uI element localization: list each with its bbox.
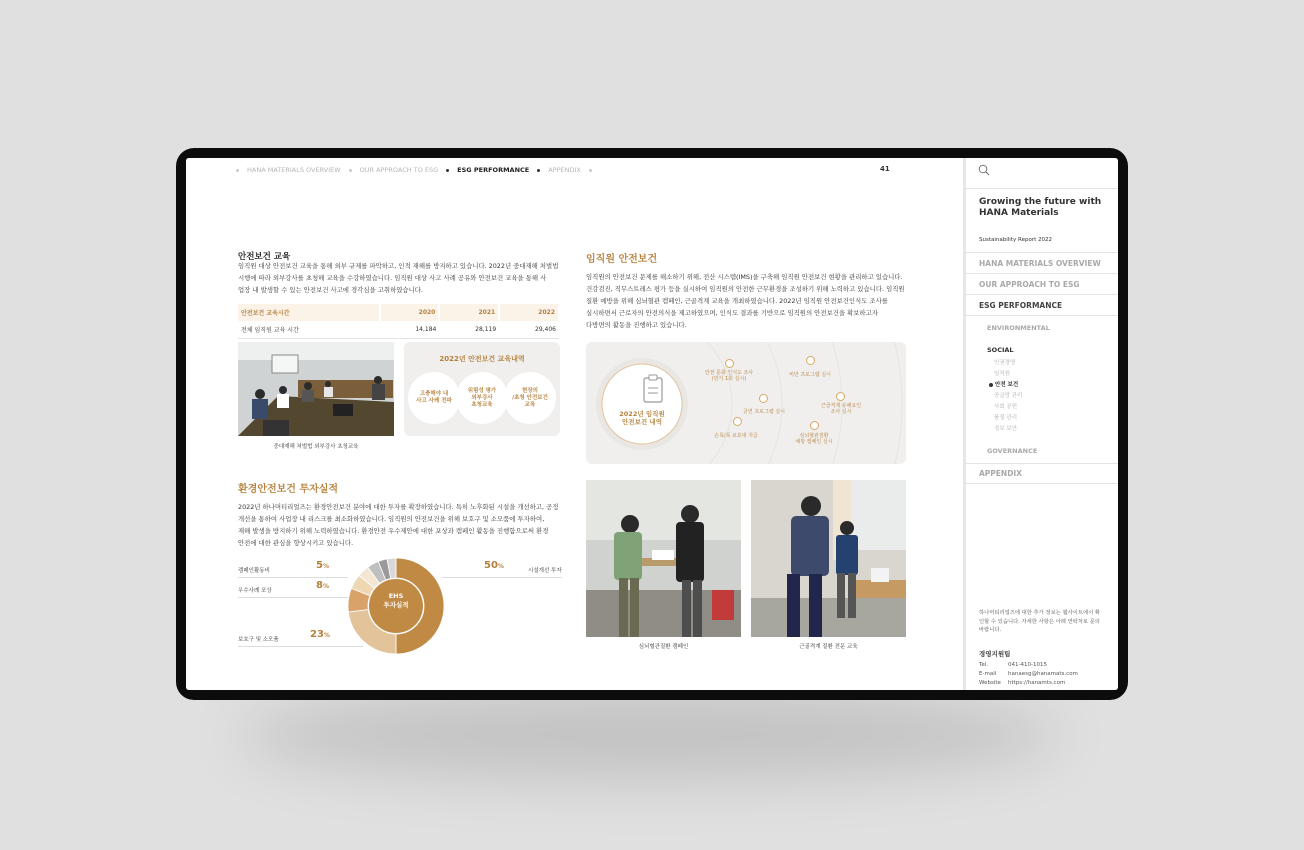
- edu-heading: 안전보건 교육: [238, 252, 291, 262]
- top-nav-overview[interactable]: HANA MATERIALS OVERVIEW: [247, 166, 341, 174]
- donut-center-label: EHS 투자실적: [383, 592, 409, 609]
- table-row: 전체 임직원 교육 시간 14,184 28,119 29,406: [238, 321, 559, 339]
- sidebar-sub-item-active[interactable]: 안전 보건: [989, 380, 1018, 388]
- sidebar-item-overview[interactable]: HANA MATERIALS OVERVIEW: [979, 259, 1101, 268]
- figure-item: 심뇌혈관질환 예방 캠페인 실시: [795, 433, 833, 445]
- sidebar-section-social[interactable]: SOCIAL: [987, 346, 1014, 354]
- sidebar-sub-item[interactable]: 인권경영: [994, 360, 1016, 366]
- figure-center-label: 2022년 임직원 안전보건 내역: [619, 410, 665, 426]
- sidebar-item-performance[interactable]: ESG PERFORMANCE: [979, 301, 1063, 310]
- stat-value-ppe: 23%: [310, 629, 330, 640]
- edu-item-circle: 위험성 평가 외부강사 초청교육: [456, 372, 508, 424]
- sidebar-sub-item[interactable]: 품질 관리: [994, 415, 1018, 421]
- sidebar-sub-item[interactable]: 사회 공헌: [994, 404, 1018, 410]
- edu-summary-box: [404, 342, 560, 436]
- edu-body: 임직원 대상 안전보건 교육을 통해 외부 규제를 파악하고, 인적 재해를 방지하고 있습니다. 2022년 중대재해 처벌법 시행에 따라 외부강사를 초청해 교육을 수강하였습니다. 임직원 대상 사고 사례 공유와 안전보건 교육을 통해 사 업장 내 발생할 수 있는 안전보건 사고에 경각심을 고취하였습니다.: [238, 262, 559, 294]
- contact-tel: Tel. 041-410-1015: [979, 662, 1047, 668]
- photo-campaign: [586, 480, 741, 637]
- figure-item: 손목/목 보호대 지급: [714, 433, 758, 439]
- ehs-donut-chart: [346, 556, 446, 656]
- top-nav-appendix[interactable]: APPENDIX: [548, 166, 581, 174]
- sidebar-title: Growing the future with HANA Materials: [979, 197, 1102, 218]
- health-heading: 임직원 안전보건: [586, 254, 658, 265]
- sidebar-item-approach[interactable]: OUR APPROACH TO ESG: [979, 280, 1080, 289]
- figure-item: 근골격계 유해요인 조사 실시: [820, 403, 862, 415]
- health-body: 임직원의 안전보건 문제를 해소하기 위해, 전산 시스템(IMS)을 구축해 임직원 안전보건 현황을 관리하고 있습니다. 건강검진, 직무스트레스 평가 등을 실시하여 임직원의 안전한 근무환경을 조성하기 위해 노력하고 있습니다. 임직원 질환 예방을 위해 심뇌혈관 캠페인, 근골격계 교육을 개최하였습니다. 2022년 임직원 안전보건인식도 조사를 실시하면서 근로자의 안전의식을 제고하였으며, 인식도 결과를 기반으로 임직원의 안전보건을 확보하고자 다방면의 활동을 진행하고 있습니다.: [586, 273, 905, 329]
- photo-caption-education: 근골격계 질환 전문 교육: [799, 644, 858, 650]
- tablet-device: [176, 148, 1128, 700]
- top-nav-approach[interactable]: OUR APPROACH TO ESG: [359, 166, 439, 174]
- contact-email[interactable]: E-mail hanaesg@hanamats.com: [979, 671, 1078, 677]
- stat-value-facility: 50%: [484, 560, 504, 571]
- sidebar-subtitle: Sustainability Report 2022: [979, 237, 1052, 243]
- stat-label-award: 우수사례 포상: [238, 588, 272, 594]
- sidebar-dept: 경영지원팀: [979, 650, 1011, 658]
- figure-item: 금연 프로그램 실시: [743, 409, 785, 415]
- ehs-heading: 환경안전보건 투자실적: [238, 484, 339, 495]
- edu-item-circle: 현장의 /초청 안전보건 교육: [504, 372, 556, 424]
- edu-hours-table: 안전보건 교육시간 2020 2021 2022 전체 임직원 교육 시간 14,184 28,119 29,406: [238, 304, 560, 339]
- edu-item-circle: 고충해야 내 사고 사례 전파: [408, 372, 460, 424]
- figure-item: 안전 문화 인식도 조사 (반기 1회 실시): [704, 370, 754, 382]
- sidebar-section-governance[interactable]: GOVERNANCE: [987, 447, 1038, 455]
- stat-label-campaign: 캠페인활동비: [238, 568, 270, 574]
- report-page: [186, 158, 962, 690]
- photo-seminar: [238, 342, 394, 436]
- contact-website[interactable]: Website https://hanamts.com: [979, 680, 1066, 686]
- sidebar-item-appendix[interactable]: APPENDIX: [979, 469, 1022, 478]
- screen: [186, 158, 1118, 690]
- sidebar-sub-item[interactable]: 정보 보안: [994, 426, 1018, 432]
- stat-label-ppe: 보호구 및 소모품: [238, 637, 279, 643]
- stat-value-award: 8%: [316, 580, 329, 591]
- sidebar: [963, 158, 1118, 690]
- photo-caption-seminar: 중대재해 처벌법 외부강사 초청교육: [273, 444, 359, 450]
- photo-education: [751, 480, 906, 637]
- top-nav-performance[interactable]: ESG PERFORMANCE: [457, 166, 530, 174]
- edu-summary-title: 2022년 안전보건 교육내역: [439, 355, 525, 363]
- page-number: 41: [880, 165, 890, 173]
- health-activities-figure: [586, 342, 906, 464]
- search-icon[interactable]: [978, 164, 990, 178]
- device-shadow: [240, 690, 1060, 780]
- stat-label-facility: 시설개선 투자: [528, 568, 562, 574]
- figure-item: 비만 프로그램 실시: [789, 372, 831, 378]
- photo-caption-campaign: 심뇌혈관질환 캠페인: [638, 644, 689, 650]
- sidebar-section-environmental[interactable]: ENVIRONMENTAL: [987, 324, 1050, 332]
- active-dot-icon: [989, 383, 993, 387]
- sidebar-note: 하나머티리얼즈에 대한 추가 정보는 웹사이트에서 확인할 수 있습니다. 자세한 사항은 아래 연락처로 문의바랍니다.: [979, 610, 1100, 633]
- stat-value-campaign: 5%: [316, 560, 329, 571]
- sidebar-sub-item[interactable]: 공급망 관리: [994, 393, 1023, 399]
- top-navigation: [236, 165, 592, 175]
- ehs-body: 2022년 하나머티리얼즈는 환경안전보건 분야에 대한 투자를 확장하였습니다. 특히 노후화된 시설을 개선하고, 공정 개선을 통하여 사업장 내 리스크를 최소화하였습니다. 임직원의 안전보건을 위해 보호구 및 소모품에 투자하여, 재해 발생을 방지하기 위해 노력하였습니다. 환경안전 우수제안에 대한 포상과 캠페인 활동을 진행함으로써 환경 안전에 대한 관심을 향상시키고 있습니다.: [238, 503, 559, 547]
- sidebar-sub-item[interactable]: 임직원: [994, 371, 1010, 377]
